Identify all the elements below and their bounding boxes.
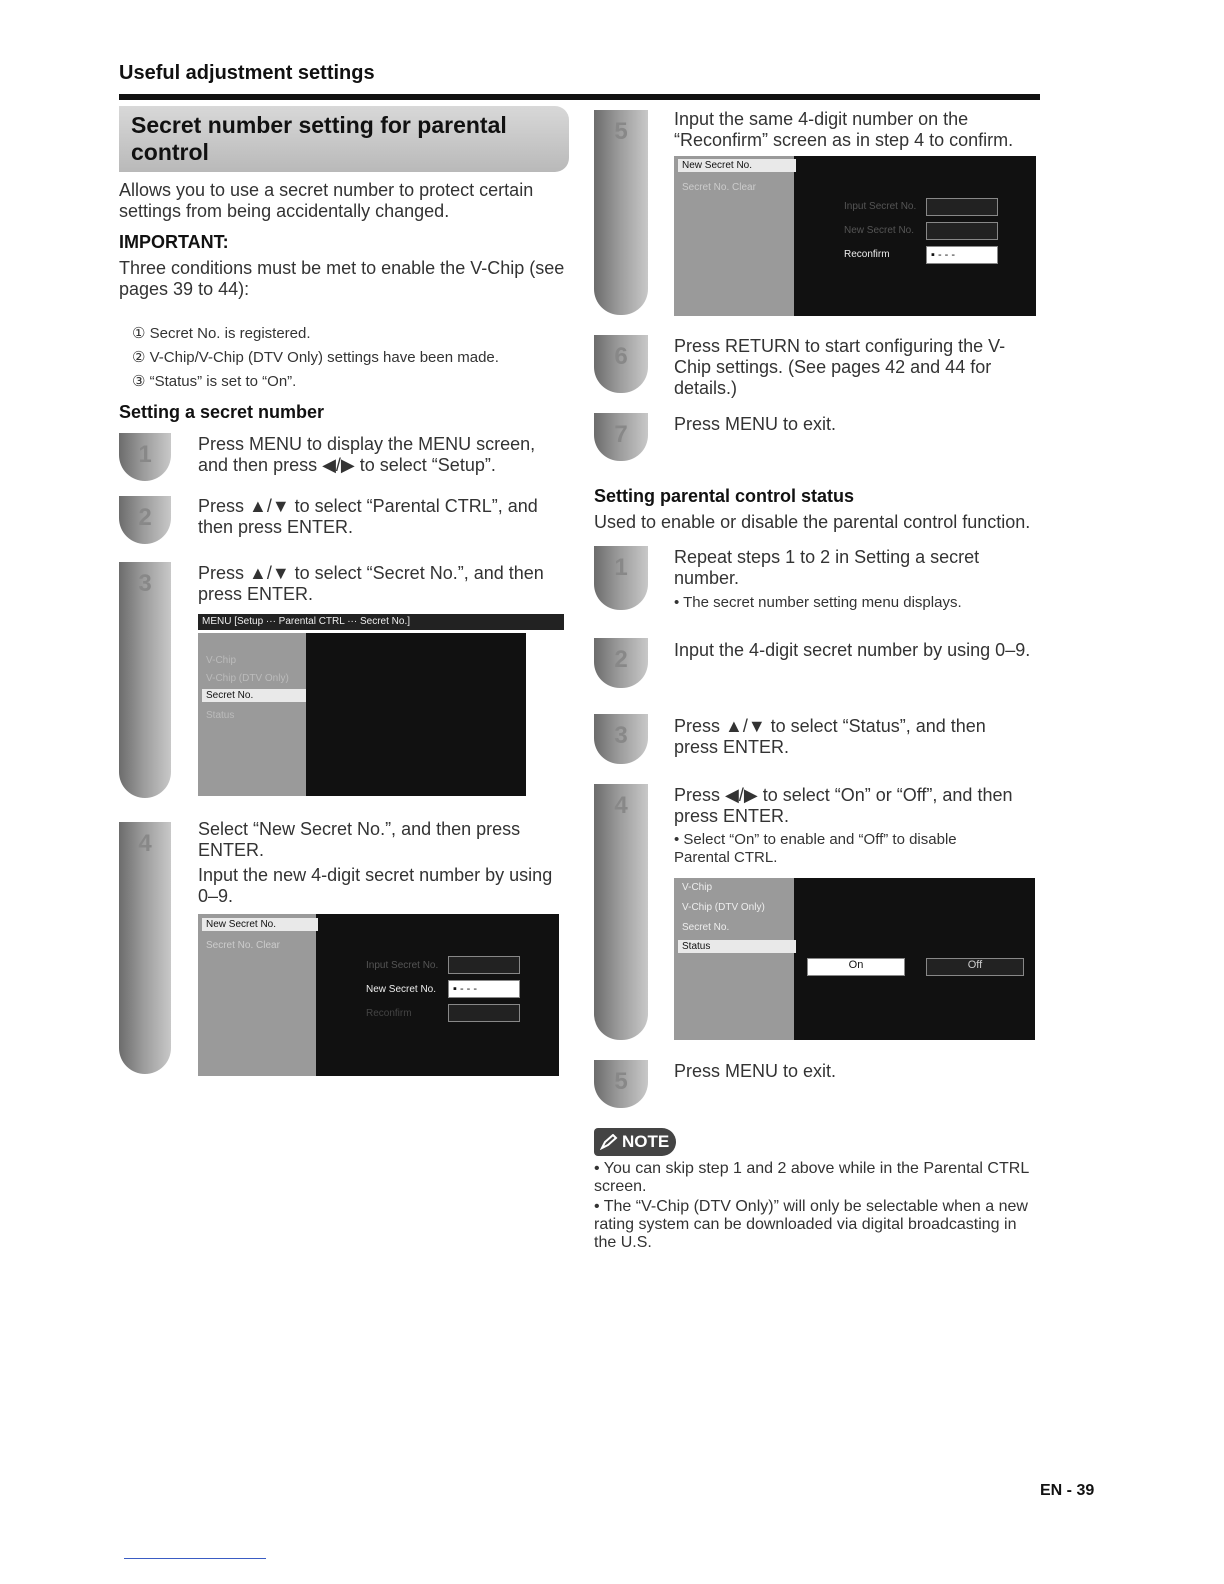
pencil-icon bbox=[600, 1134, 618, 1150]
step-1-text: Press MENU to display the MENU screen, and then press ◀/▶ to select “Setup”. bbox=[198, 434, 536, 475]
screen-left-panel bbox=[198, 914, 316, 1076]
note-badge bbox=[594, 1128, 676, 1156]
ps-step-tab-3 bbox=[594, 714, 648, 764]
new-secret-field bbox=[448, 980, 520, 998]
step-number: 7 bbox=[614, 421, 628, 448]
new-secret-label: New Secret No. bbox=[366, 984, 437, 995]
step-number: 4 bbox=[614, 792, 628, 819]
ps-step-tab-5 bbox=[594, 1060, 648, 1108]
important-text: Three conditions must be met to enable the V-Chip (see pages 39 to 44): bbox=[119, 258, 565, 299]
header-rule bbox=[119, 94, 1040, 100]
step-tab-1 bbox=[119, 433, 171, 481]
ps-step-3-text: Press ▲/▼ to select “Status”, and then press ENTER. bbox=[674, 716, 986, 757]
note-bullet-2: • The “V-Chip (DTV Only)” will only be selectable when a new rating system can be downloaded via digital broadcasting in the U.S. bbox=[594, 1198, 1028, 1251]
input-secret-field bbox=[926, 198, 998, 216]
ps-step-5-text: Press MENU to exit. bbox=[674, 1061, 837, 1081]
new-secret-tab: New Secret No. bbox=[202, 918, 318, 931]
input-secret-label: Input Secret No. bbox=[366, 960, 439, 971]
step-tab-5 bbox=[594, 110, 648, 315]
menu-item-status: Status bbox=[206, 710, 235, 721]
reconfirm-field bbox=[926, 246, 998, 264]
note-bullet-1: • You can skip step 1 and 2 above while in the Parental CTRL screen. bbox=[594, 1160, 1029, 1195]
new-secret-tab: New Secret No. bbox=[678, 159, 796, 172]
step-tab-7 bbox=[594, 413, 648, 461]
condition-1: ① Secret No. is registered. bbox=[132, 325, 311, 342]
setting-secret-heading: Setting a secret number bbox=[119, 402, 325, 422]
ps-step-4-bullet: • Select “On” to enable and “Off” to disable Parental CTRL. bbox=[674, 831, 957, 866]
screen-left-panel bbox=[674, 156, 794, 316]
input-secret-field bbox=[448, 956, 520, 974]
status-off-option bbox=[926, 958, 1024, 976]
input-secret-label: Input Secret No. bbox=[844, 201, 917, 212]
page-header: Useful adjustment settings bbox=[119, 62, 375, 84]
step-4-text2: Input the new 4-digit secret number by using 0–9. bbox=[198, 865, 553, 906]
menu-item-secret-no: Secret No. bbox=[202, 689, 306, 702]
step-number: 4 bbox=[138, 830, 152, 857]
ps-step-1-bullet: • The secret number setting menu displays. bbox=[674, 594, 962, 611]
step-number: 5 bbox=[614, 1068, 628, 1095]
step-5-text: Input the same 4-digit number on the “Reconfirm” screen as in step 4 to confirm. bbox=[674, 109, 1014, 150]
page-number: EN - 39 bbox=[1040, 1482, 1095, 1499]
step-tab-6 bbox=[594, 335, 648, 393]
ps-step-tab-1 bbox=[594, 546, 648, 610]
step-number: 2 bbox=[138, 504, 152, 531]
ps-step-4-text: Press ◀/▶ to select “On” or “Off”, and then press ENTER. bbox=[674, 785, 1013, 826]
section-title: Secret number setting for parental control bbox=[131, 112, 507, 165]
new-secret-screen bbox=[198, 914, 559, 1076]
reconfirm-label: Reconfirm bbox=[844, 249, 890, 260]
step-tab-2 bbox=[119, 496, 171, 544]
footer-line bbox=[124, 1558, 266, 1559]
status-on-label: On bbox=[848, 959, 864, 971]
condition-2: ② V-Chip/V-Chip (DTV Only) settings have been made. bbox=[132, 349, 499, 366]
step-tab-4 bbox=[119, 822, 171, 1074]
section-title-box bbox=[119, 106, 569, 172]
ps-step-1-text: Repeat steps 1 to 2 in Setting a secret number. bbox=[674, 547, 980, 588]
step-4-text: Select “New Secret No.”, and then press ENTER. bbox=[198, 819, 521, 860]
step-number: 1 bbox=[138, 441, 152, 468]
new-secret-field bbox=[926, 222, 998, 240]
step-number: 6 bbox=[614, 343, 628, 370]
status-off-label: Off bbox=[967, 959, 983, 971]
note-label: NOTE bbox=[622, 1132, 670, 1151]
step-2-text: Press ▲/▼ to select “Parental CTRL”, and then press ENTER. bbox=[198, 496, 538, 537]
section-intro: Allows you to use a secret number to protect certain settings from being accidentally changed. bbox=[119, 180, 534, 221]
important-label: IMPORTANT: bbox=[119, 232, 229, 252]
step-number: 5 bbox=[614, 118, 628, 145]
secret-clear-item: Secret No. Clear bbox=[206, 940, 280, 951]
secret-no-menu-screen bbox=[198, 633, 526, 796]
menu-breadcrumb-bar bbox=[198, 614, 564, 630]
reconfirm-value: ▪ - - - bbox=[931, 249, 956, 261]
step-7-text: Press MENU to exit. bbox=[674, 414, 837, 434]
menu-item-status: Status bbox=[678, 940, 796, 953]
step-number: 3 bbox=[138, 570, 152, 597]
step-number: 2 bbox=[614, 646, 628, 673]
ps-step-tab-2 bbox=[594, 638, 648, 688]
menu-item-vchip: V-Chip bbox=[682, 882, 713, 893]
condition-3: ③ “Status” is set to “On”. bbox=[132, 373, 297, 390]
step-number: 3 bbox=[614, 722, 628, 749]
parental-status-intro: Used to enable or disable the parental control function. bbox=[594, 512, 1031, 532]
menu-item-secret-no: Secret No. bbox=[682, 922, 730, 933]
reconfirm-field bbox=[448, 1004, 520, 1022]
menu-item-vchip-dtv: V-Chip (DTV Only) bbox=[206, 673, 289, 684]
reconfirm-label: Reconfirm bbox=[366, 1008, 412, 1019]
parental-status-heading: Setting parental control status bbox=[594, 486, 855, 506]
new-secret-value: ▪ - - - bbox=[453, 983, 478, 995]
menu-item-vchip: V-Chip bbox=[206, 655, 237, 666]
ps-step-2-text: Input the 4-digit secret number by using 0–9. bbox=[674, 640, 1031, 660]
status-on-option bbox=[807, 958, 905, 976]
secret-clear-item: Secret No. Clear bbox=[682, 182, 756, 193]
menu-item-vchip-dtv: V-Chip (DTV Only) bbox=[682, 902, 765, 913]
step-6-text: Press RETURN to start configuring the V-Chip settings. (See pages 42 and 44 for details.) bbox=[674, 336, 1006, 398]
ps-step-tab-4 bbox=[594, 784, 648, 1040]
step-tab-3 bbox=[119, 562, 171, 798]
new-secret-label: New Secret No. bbox=[844, 225, 915, 236]
reconfirm-screen bbox=[674, 156, 1036, 316]
step-number: 1 bbox=[614, 554, 628, 581]
step-3-text: Press ▲/▼ to select “Secret No.”, and then press ENTER. bbox=[198, 563, 544, 604]
menu-breadcrumb: MENU [Setup ··· Parental CTRL ··· Secret No.] bbox=[202, 616, 411, 627]
status-screen bbox=[674, 878, 1035, 1040]
